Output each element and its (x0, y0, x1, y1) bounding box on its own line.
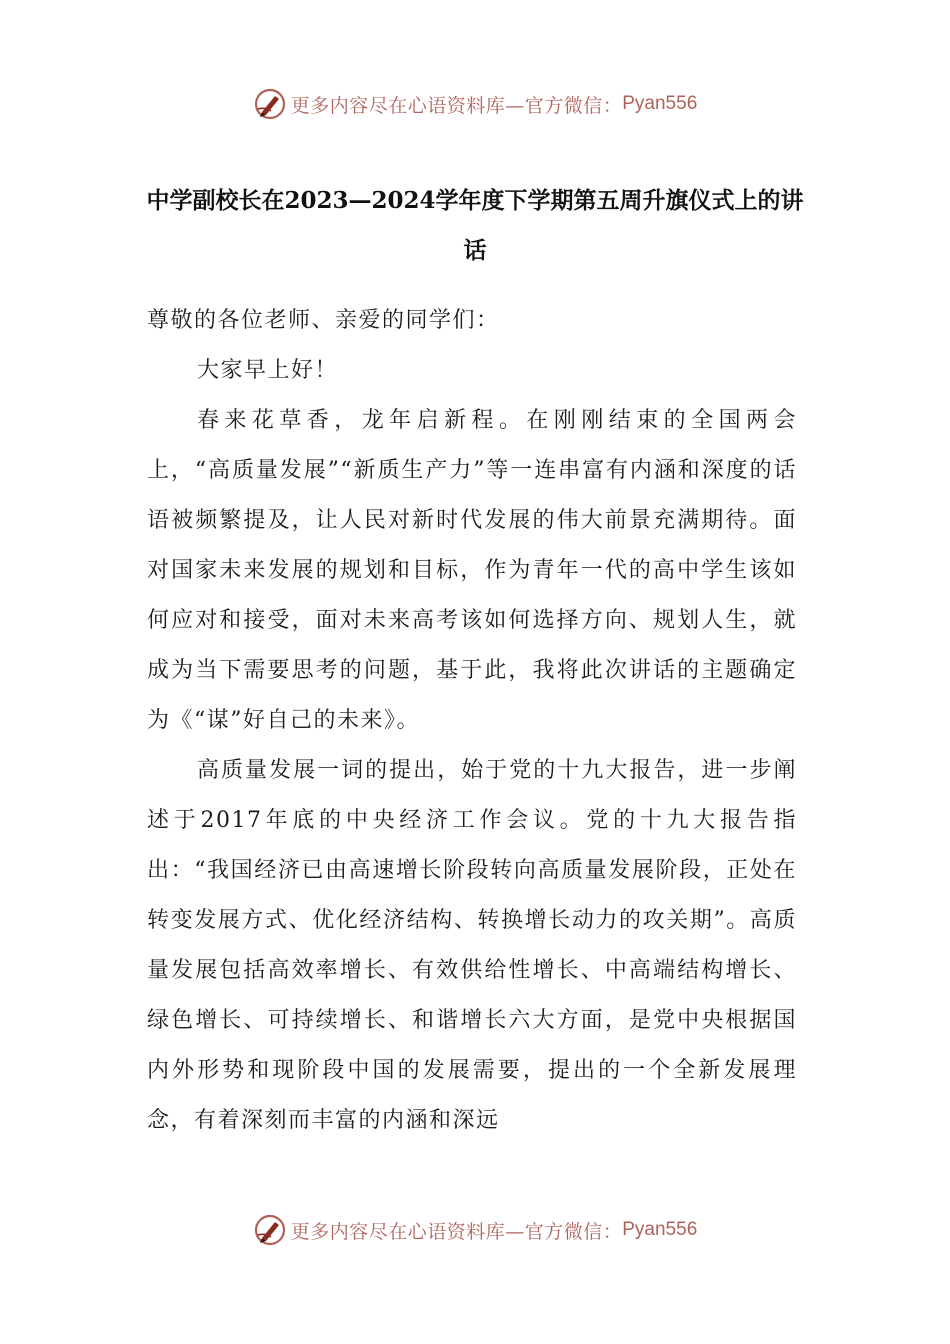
salutation: 尊敬的各位老师、亲爱的同学们： (147, 308, 500, 333)
footer-watermark-banner (0, 1210, 950, 1250)
document-body (147, 296, 797, 1146)
banner-wechat-id: Pyan556 (622, 1219, 698, 1240)
document-title: 中学副校长在2023—2024学年度下学期第五周升旗仪式上的讲话 (146, 187, 804, 264)
paragraph: 春来花草香，龙年启新程。在刚刚结束的全国两会上，“高质量发展”“新质生产力”等一连串富有内涵和深度的话语被频繁提及，让人民对新时代发展的伟大前景充满期待。面对国家未来发展的规划和目标，作为青年一代的高中学生该如何应对和接受，面对未来高考该如何选择方向、规划人生，就成为当下需要思考的问题，基于此，我将此次讲话的主题确定为《“谋”好自己的未来》。 (147, 408, 797, 733)
paragraph: 高质量发展一词的提出，始于党的十九大报告，进一步阐述于2017年底的中央经济工作会议。党的十九大报告指出：“我国经济已由高速增长阶段转向高质量发展阶段，正处在转变发展方式、优化经济结构、转换增长动力的攻关期”。高质量发展包括高效率增长、有效供给性增长、中高端结构增长、绿色增长、可持续增长、和谐增长六大方面，是党中央根据国内外形势和现阶段中国的发展需要，提出的一个全新发展理念，有着深刻而丰富的内涵和深远 (147, 758, 797, 1133)
paragraph: 大家早上好！ (197, 358, 339, 383)
header-watermark-banner (0, 84, 950, 124)
pen-logo-icon (253, 1213, 287, 1247)
banner-text: 更多内容尽在心语资料库—官方微信： (290, 1220, 623, 1243)
banner-text: 更多内容尽在心语资料库—官方微信： (290, 94, 623, 117)
pen-logo-icon (253, 87, 287, 121)
banner-wechat-id: Pyan556 (622, 93, 698, 114)
